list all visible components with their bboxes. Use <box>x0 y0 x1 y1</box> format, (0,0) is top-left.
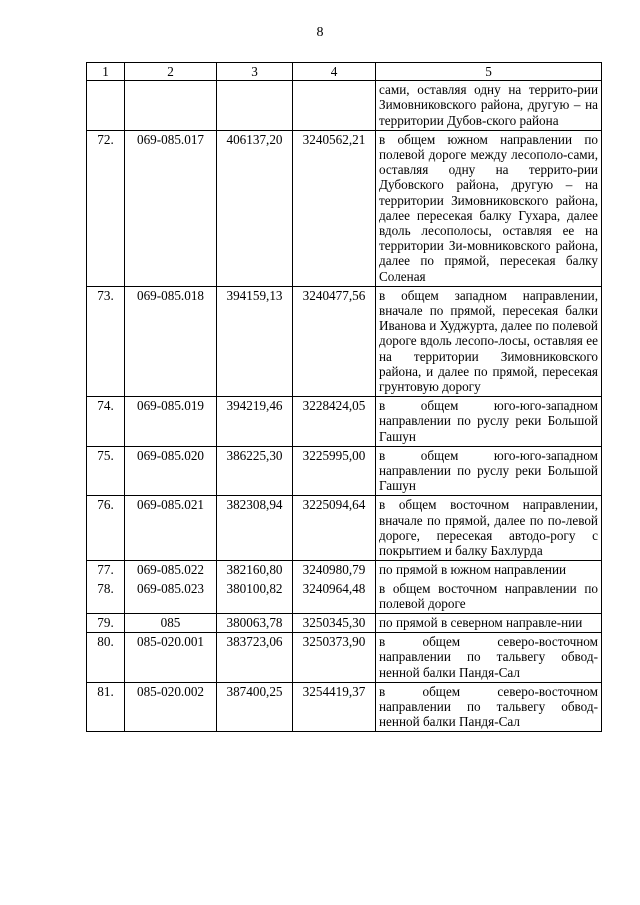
row-num-cell: 78. <box>87 580 125 614</box>
row-description-cell: в общем восточном направлении, вначале по прямой, далее по по-левой дороге, пересекая автодо-рогу с покрытием и балку Бахлурда <box>376 496 602 561</box>
row-num-cell: 77. <box>87 561 125 580</box>
row-x-cell: 394159,13 <box>217 286 293 396</box>
row-code-cell <box>125 81 217 131</box>
row-code-cell: 069-085.021 <box>125 496 217 561</box>
row-code-cell: 085 <box>125 613 217 632</box>
table-row <box>87 397 602 447</box>
row-description-cell: в общем северо-восточном направлении по тальвегу обвод-ненной балки Пандя-Сал <box>376 682 602 732</box>
table-row <box>87 496 602 561</box>
table-row-continuation <box>87 81 602 131</box>
row-y-cell: 3254419,37 <box>293 682 376 732</box>
header-col-2: 2 <box>125 63 217 81</box>
row-x-cell: 380100,82 <box>217 580 293 614</box>
row-description-cell: по прямой в северном направле-нии <box>376 613 602 632</box>
table-row <box>87 561 602 580</box>
header-row <box>87 63 602 81</box>
table-row <box>87 446 602 496</box>
header-col-4: 4 <box>293 63 376 81</box>
row-y-cell: 3250373,90 <box>293 633 376 683</box>
row-code-cell: 085-020.001 <box>125 633 217 683</box>
row-y-cell: 3228424,05 <box>293 397 376 447</box>
row-num-cell: 80. <box>87 633 125 683</box>
row-num-cell <box>87 81 125 131</box>
row-num-cell: 79. <box>87 613 125 632</box>
table-row <box>87 633 602 683</box>
row-y-cell: 3240980,79 <box>293 561 376 580</box>
table-row <box>87 682 602 732</box>
row-code-cell: 069-085.018 <box>125 286 217 396</box>
row-num-cell: 72. <box>87 130 125 286</box>
row-code-cell: 069-085.017 <box>125 130 217 286</box>
row-code-cell: 069-085.020 <box>125 446 217 496</box>
row-description-cell: в общем северо-восточном направлении по тальвегу обвод-ненной балки Пандя-Сал <box>376 633 602 683</box>
row-description-cell: в общем западном направлении, вначале по прямой, пересекая балки Иванова и Худжурта, далее по полевой дороге вдоль лесопо-лосы, оставляя ее на территории Зимовниковского района, и далее по прямой, пересекая грунтовую дорогу <box>376 286 602 396</box>
row-x-cell: 386225,30 <box>217 446 293 496</box>
row-description-cell: в общем юго-юго-западном направлении по руслу реки Большой Гашун <box>376 446 602 496</box>
row-x-cell: 380063,78 <box>217 613 293 632</box>
table-row <box>87 286 602 396</box>
row-y-cell <box>293 81 376 131</box>
row-y-cell: 3225094,64 <box>293 496 376 561</box>
row-description-cell: сами, оставляя одну на террито-рии Зимовниковского района, другую – на территории Дубов-ского района <box>376 81 602 131</box>
table-row <box>87 130 602 286</box>
boundary-table <box>86 62 602 732</box>
page-number: 8 <box>316 25 324 40</box>
row-x-cell: 394219,46 <box>217 397 293 447</box>
row-code-cell: 069-085.022 <box>125 561 217 580</box>
row-description-cell: по прямой в южном направлении <box>376 561 602 580</box>
table-row <box>87 613 602 632</box>
row-x-cell: 383723,06 <box>217 633 293 683</box>
header-col-1: 1 <box>87 63 125 81</box>
row-num-cell: 76. <box>87 496 125 561</box>
row-x-cell: 382160,80 <box>217 561 293 580</box>
row-description-cell: в общем восточном направлении по полевой дороге <box>376 580 602 614</box>
row-y-cell: 3225995,00 <box>293 446 376 496</box>
row-description-cell: в общем южном направлении по полевой дороге между лесополо-сами, оставляя одну на террито-рии Дубовского района, другую – на территории Зимовниковского района, далее пересекая балку Гухара, далее вдоль лесополосы, оставляя ее на территории Зи-мовниковского района, далее по прямой, пересекая балку Соленая <box>376 130 602 286</box>
row-x-cell: 406137,20 <box>217 130 293 286</box>
table-row <box>87 580 602 614</box>
row-x-cell <box>217 81 293 131</box>
row-x-cell: 382308,94 <box>217 496 293 561</box>
row-x-cell: 387400,25 <box>217 682 293 732</box>
table-header <box>87 63 602 81</box>
row-y-cell: 3240964,48 <box>293 580 376 614</box>
table-body <box>87 81 602 732</box>
header-col-5: 5 <box>376 63 602 81</box>
header-col-3: 3 <box>217 63 293 81</box>
row-y-cell: 3240477,56 <box>293 286 376 396</box>
row-num-cell: 81. <box>87 682 125 732</box>
row-code-cell: 069-085.023 <box>125 580 217 614</box>
row-description-cell: в общем юго-юго-западном направлении по руслу реки Большой Гашун <box>376 397 602 447</box>
row-y-cell: 3240562,21 <box>293 130 376 286</box>
row-code-cell: 069-085.019 <box>125 397 217 447</box>
row-y-cell: 3250345,30 <box>293 613 376 632</box>
row-code-cell: 085-020.002 <box>125 682 217 732</box>
row-num-cell: 73. <box>87 286 125 396</box>
row-num-cell: 74. <box>87 397 125 447</box>
row-num-cell: 75. <box>87 446 125 496</box>
